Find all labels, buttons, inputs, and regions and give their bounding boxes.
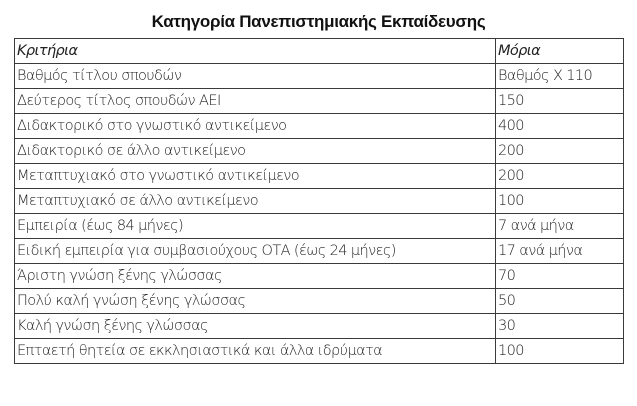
table-row (15, 139, 624, 164)
table-row (15, 64, 624, 89)
table-row (15, 264, 624, 289)
column-header-points: Μόρια (496, 39, 624, 64)
criterion-cell: Ειδική εμπειρία για συμβασιούχους ΟΤΑ (έως 24 μήνες) (15, 239, 496, 264)
criterion-cell: Εμπειρία (έως 84 μήνες) (15, 214, 496, 239)
criterion-cell: Μεταπτυχιακό στο γνωστικό αντικείμενο (15, 164, 496, 189)
criteria-table (14, 38, 624, 364)
table-row (15, 314, 624, 339)
criterion-cell: Επταετή θητεία σε εκκλησιαστικά και άλλα ιδρύματα (15, 339, 496, 364)
points-cell: 7 ανά μήνα (496, 214, 624, 239)
points-cell: 70 (496, 264, 624, 289)
points-cell: 30 (496, 314, 624, 339)
table-row (15, 239, 624, 264)
points-cell: Βαθμός Χ 110 (496, 64, 624, 89)
criterion-cell: Δεύτερος τίτλος σπουδών ΑΕΙ (15, 89, 496, 114)
table-row (15, 89, 624, 114)
criterion-cell: Διδακτορικό στο γνωστικό αντικείμενο (15, 114, 496, 139)
criterion-cell: Άριστη γνώση ξένης γλώσσας (15, 264, 496, 289)
table-row (15, 214, 624, 239)
table-row (15, 339, 624, 364)
table-header-row (15, 39, 624, 64)
points-cell: 100 (496, 339, 624, 364)
table-row (15, 164, 624, 189)
criterion-cell: Μεταπτυχιακό σε άλλο αντικείμενο (15, 189, 496, 214)
points-cell: 50 (496, 289, 624, 314)
points-cell: 150 (496, 89, 624, 114)
points-cell: 100 (496, 189, 624, 214)
points-cell: 400 (496, 114, 624, 139)
table-row (15, 114, 624, 139)
column-header-criteria: Κριτήρια (15, 39, 496, 64)
table-row (15, 289, 624, 314)
criterion-cell: Πολύ καλή γνώση ξένης γλώσσας (15, 289, 496, 314)
points-cell: 200 (496, 139, 624, 164)
page-title: Κατηγορία Πανεπιστημιακής Εκπαίδευσης (151, 12, 486, 31)
points-cell: 17 ανά μήνα (496, 239, 624, 264)
criterion-cell: Βαθμός τίτλου σπουδών (15, 64, 496, 89)
criterion-cell: Διδακτορικό σε άλλο αντικείμενο (15, 139, 496, 164)
table-row (15, 189, 624, 214)
points-cell: 200 (496, 164, 624, 189)
criterion-cell: Καλή γνώση ξένης γλώσσας (15, 314, 496, 339)
